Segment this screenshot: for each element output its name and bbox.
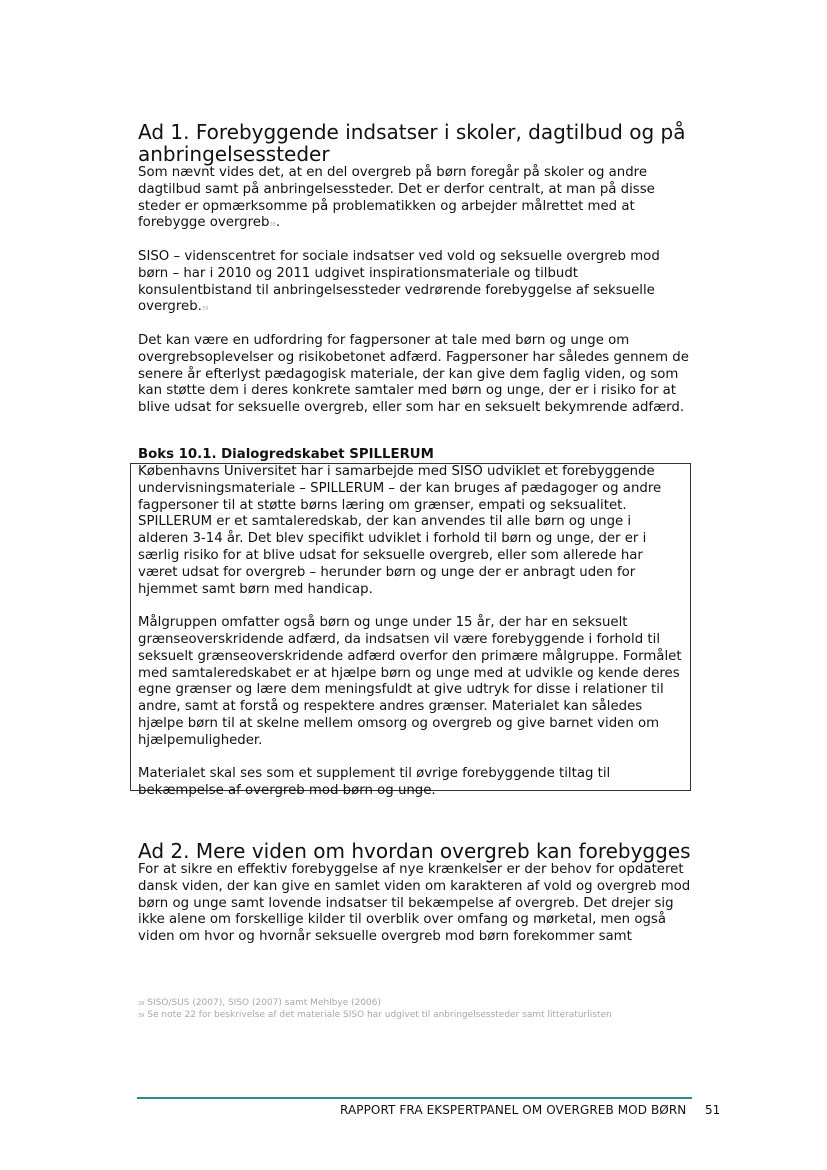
section-1-heading: Ad 1. Forebyggende indsatser i skoler, dagtilbud og på anbringelsessteder <box>138 120 686 166</box>
info-box <box>130 463 691 799</box>
footnote-text: SISO/SUS (2007), SISO (2007) samt Mehlbye (2006) <box>147 998 382 1008</box>
section-1-paragraph-1 <box>138 165 693 232</box>
section-1-paragraph-2 <box>138 249 693 316</box>
paragraph-text: SISO – videnscentret for sociale indsatser ved vold og seksuelle overgreb mod børn – har i 2010 og 2011 udgivet inspirationsmateriale og tilbudt konsulentbistand til anbringelsessteder vedrørende forebyggelse af seksuelle overgreb. <box>138 249 660 315</box>
footnote-ref-38[interactable]: 38 <box>269 222 276 229</box>
footnote-number: 39 <box>138 1013 145 1019</box>
section-2-heading: Ad 2. Mere viden om hvordan overgreb kan forebygges <box>138 839 691 863</box>
footnotes <box>138 997 698 1021</box>
paragraph-end: . <box>275 215 281 231</box>
footnote-number: 38 <box>138 1001 145 1007</box>
footnote-39 <box>138 1009 698 1021</box>
section-1-paragraph-3: Det kan være en udfordring for fagpersoner at tale med børn og unge om overgrebsoplevelser og risikobetonet adfærd. Fagpersoner har således gennem de senere år efterlyst pædagogisk materiale, der kan give dem faglig viden, og som kan støtte dem i deres konkrete samtaler med børn og unge, der er i risiko for at blive udsat for seksuelle overgreb, eller som har en seksuelt bekymrende adfærd. <box>138 333 689 416</box>
box-paragraph-1: Københavns Universitet har i samarbejde med SISO udviklet et forebyggende undervisningsmateriale – SPILLERUM – der kan bruges af pædagoger og andre fagpersoner til at støtte børns læring om grænser, empati og seksualitet. SPILLERUM er et samtaleredskab, der kan anvendes til alle børn og unge i alderen 3-14 år. Det blev specifikt udviklet i forhold til børn og unge, der er i særlig risiko for at blive udsat for seksuelle overgreb, eller som allerede har været udsat for overgreb – herunder børn og unge der er anbragt uden for hjemmet samt børn med handicap. <box>138 464 662 597</box>
box-paragraph-3: Materialet skal ses som et supplement til øvrige forebyggende tiltag til bekæmpelse af overgreb mod børn og unge. <box>138 766 611 799</box>
footer-rule <box>137 1097 692 1099</box>
box-title: Boks 10.1. Dialogredskabet SPILLERUM <box>138 447 434 462</box>
box-paragraph-2: Målgruppen omfatter også børn og unge under 15 år, der har en seksuelt grænseoverskridende adfærd, da indsatsen vil være forebyggende i forhold til seksuelt grænseoverskridende adfærd overfor den primære målgruppe. Formålet med samtaleredskabet er at hjælpe børn og unge med at udvikle og kende deres egne grænser og lære dem meningsfuldt at give udtryk for disse i relationer til andre, samt at forstå og respektere andres grænser. Materialet kan således hjælpe børn til at skelne mellem omsorg og overgreb og give barnet viden om hjælpemuligheder. <box>138 615 682 748</box>
footnote-ref-39[interactable]: 39 <box>201 306 209 313</box>
footnote-38 <box>138 997 698 1009</box>
footnote-text: Se note 22 for beskrivelse af det materiale SISO har udgivet til anbringelsessteder samt litteraturlisten <box>147 1010 612 1020</box>
paragraph-text: Som nævnt vides det, at en del overgreb på børn foregår på skoler og andre dagtilbud samt på anbringelsessteder. Det er derfor centralt, at man på disse steder er opmærksomme på problematikken og arbejder målrettet med at forebygge overgreb <box>138 165 655 231</box>
footer-title: RAPPORT FRA EKSPERTPANEL OM OVERGREB MOD BØRN <box>340 1103 687 1117</box>
page-number: 51 <box>705 1103 721 1117</box>
section-2-paragraph-1: For at sikre en effektiv forebyggelse af nye krænkelser er der behov for opdateret dansk viden, der kan give en samlet viden om karakteren af vold og overgreb mod børn og unge samt lovende indsatser til bekæmpelse af overgreb. Det drejer sig ikke alene om forskellige kilder til overblik over omfang og mørketal, men også viden om hvor og hvornår seksuelle overgreb mod børn forekommer samt <box>138 862 691 945</box>
